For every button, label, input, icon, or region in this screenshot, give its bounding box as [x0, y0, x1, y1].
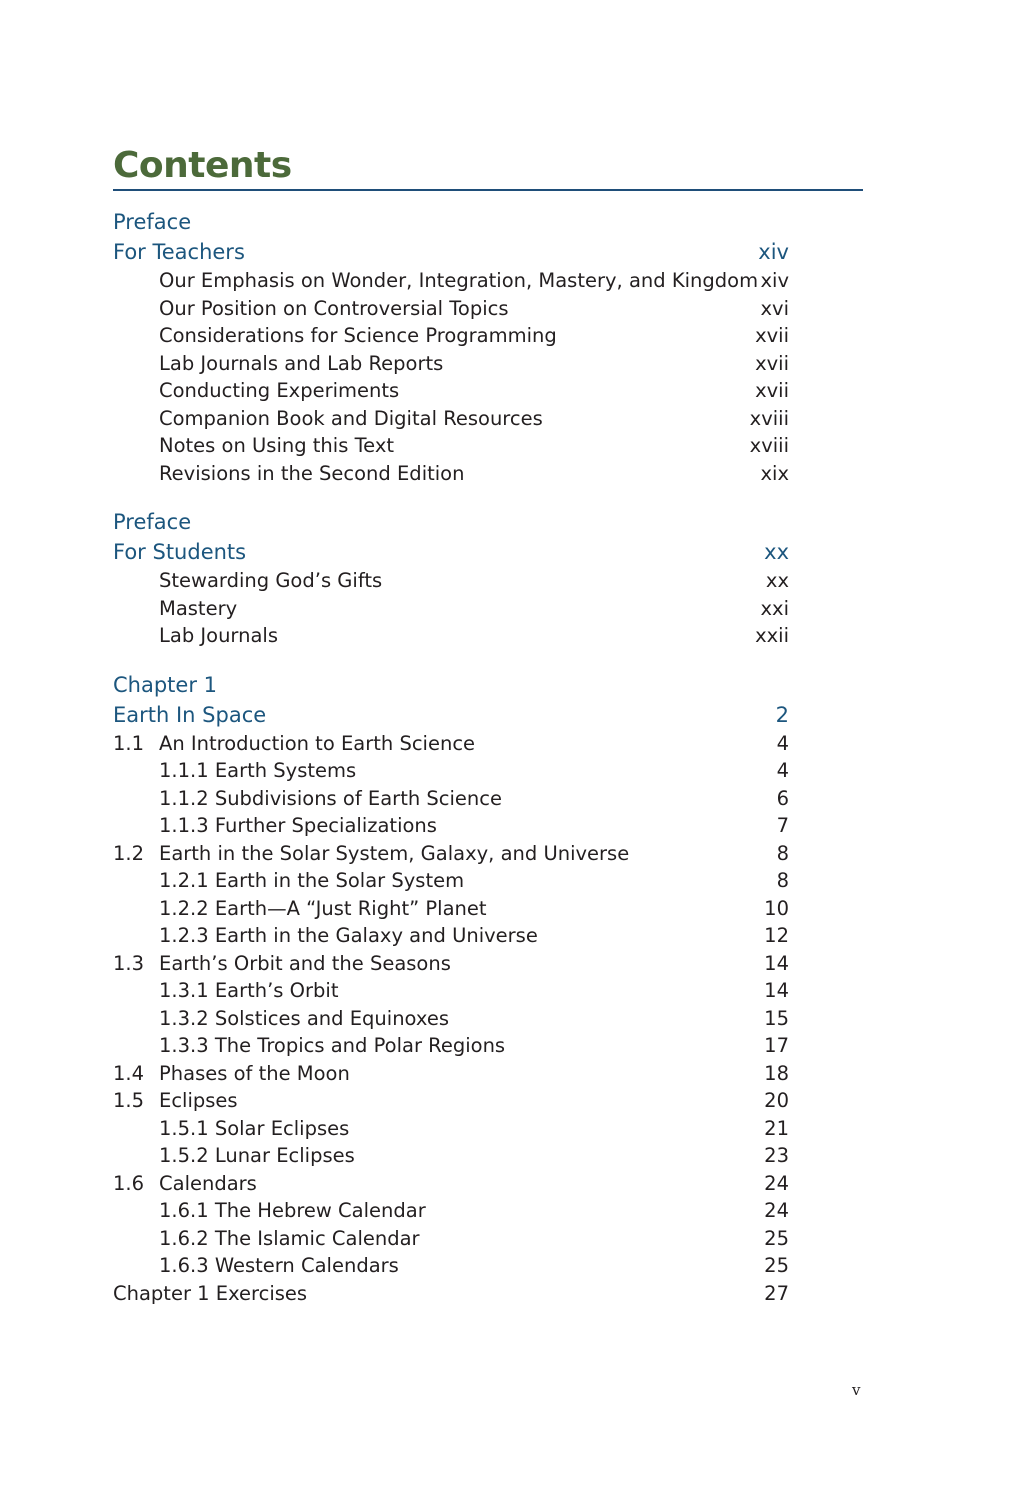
toc-entry-title: 1.1.3 Further Specializations [159, 814, 437, 837]
toc-entry-page: xvii [755, 379, 789, 402]
toc-entry-title: Earth’s Orbit and the Seasons [159, 951, 451, 975]
section-heading [113, 700, 789, 730]
toc-entry-title: Our Position on Controversial Topics [159, 296, 509, 320]
toc-entry [113, 1087, 789, 1115]
toc-entry-number: 1.5 [113, 1089, 145, 1112]
toc-entry-page: xx [765, 569, 789, 592]
toc-entry [113, 1032, 789, 1060]
toc-entry [113, 757, 789, 785]
toc-entry [113, 595, 789, 623]
section-heading-page: xx [764, 540, 789, 564]
toc-entry-title: Stewarding God’s Gifts [159, 569, 383, 592]
section-gap [113, 487, 789, 507]
toc-entry-page: 15 [764, 1006, 789, 1030]
toc-entry-title: Revisions in the Second Edition [159, 461, 465, 485]
toc-entry [113, 432, 789, 460]
section-heading-page: xiv [758, 240, 789, 264]
toc-entry-page: 25 [764, 1226, 789, 1250]
section-heading-title: For Students [113, 540, 247, 564]
toc-entry-page: 10 [764, 896, 789, 920]
toc-entry [113, 867, 789, 895]
section-gap [113, 650, 789, 670]
toc-entry-page: 12 [764, 924, 789, 947]
toc-entry-page: 24 [764, 1199, 789, 1222]
toc-entry-page: xviii [749, 434, 789, 457]
toc-entry-title: Our Emphasis on Wonder, Integration, Mastery, and Kingdom [159, 269, 759, 292]
toc-entry-title: 1.2.3 Earth in the Galaxy and Universe [159, 924, 538, 947]
toc-entry [113, 405, 789, 433]
toc-entry-page: xviii [749, 406, 789, 430]
toc-entry-title: 1.3.1 Earth’s Orbit [159, 979, 339, 1002]
toc-entry-number: 1.4 [113, 1061, 145, 1085]
toc-entry-page: 8 [776, 841, 789, 865]
toc-entry [113, 812, 789, 840]
toc-entry-page: 8 [776, 869, 789, 892]
toc-entry-title: 1.2.1 Earth in the Solar System [159, 869, 465, 892]
toc-entry [113, 922, 789, 950]
toc-entry-page: xxii [755, 624, 789, 647]
toc-entry-page: 27 [764, 1281, 789, 1305]
toc-entry-title: 1.3.3 The Tropics and Polar Regions [159, 1034, 506, 1057]
section-label: Chapter 1 [113, 672, 217, 697]
page-title: Contents [113, 145, 292, 186]
toc-entry [113, 785, 789, 813]
toc-entry-page: xix [760, 461, 789, 485]
toc-entry-page: 6 [776, 786, 789, 810]
toc-entry-page: 25 [764, 1254, 789, 1277]
toc-entry-title: Companion Book and Digital Resources [159, 406, 543, 430]
toc-entry-page: xxi [760, 596, 789, 620]
toc-entry-title: Considerations for Science Programming [159, 324, 557, 347]
toc-entry-page: xiv [760, 269, 789, 292]
toc-entry [113, 460, 789, 488]
toc-entry-page: 23 [764, 1144, 789, 1167]
toc-entry-page: 20 [764, 1089, 789, 1112]
toc-entry-title: 1.6.1 The Hebrew Calendar [159, 1199, 426, 1222]
toc-entry-page: 14 [764, 979, 789, 1002]
toc-entry-title: 1.3.2 Solstices and Equinoxes [159, 1006, 449, 1030]
toc-entry [113, 377, 789, 405]
toc-entry-title: Eclipses [159, 1089, 238, 1112]
toc-entry-title: Conducting Experiments [159, 379, 400, 402]
toc-entry-title: 1.6.2 The Islamic Calendar [159, 1226, 420, 1250]
toc-entry-title: Mastery [159, 596, 238, 620]
toc-entry-page: 14 [764, 951, 789, 975]
toc-entry-title: Phases of the Moon [159, 1061, 350, 1085]
toc-entry [113, 1005, 789, 1033]
toc-entry-page: 24 [764, 1171, 789, 1195]
toc-entry-title: 1.6.3 Western Calendars [159, 1254, 399, 1277]
toc-entry-page: 18 [764, 1061, 789, 1085]
toc-entry-page: 4 [776, 759, 789, 782]
toc-entry [113, 1280, 789, 1308]
toc-entry [113, 977, 789, 1005]
toc-entry-title: Notes on Using this Text [159, 434, 395, 457]
toc-entry-page: 7 [776, 814, 789, 837]
toc-entry [113, 1225, 789, 1253]
toc-entry-title: 1.5.1 Solar Eclipses [159, 1116, 350, 1140]
toc-entry-number: 1.2 [113, 841, 145, 865]
toc-entry [113, 1060, 789, 1088]
toc-entry-title: Lab Journals [159, 624, 278, 647]
toc-entry [113, 895, 789, 923]
toc-entry-title: Lab Journals and Lab Reports [159, 351, 444, 375]
toc-entry-number: 1.6 [113, 1171, 145, 1195]
section-label: Preface [113, 510, 192, 534]
table-of-contents [113, 207, 789, 1307]
section-label: Preface [113, 210, 192, 234]
toc-entry-page: 21 [764, 1116, 789, 1140]
toc-entry [113, 1197, 789, 1225]
toc-entry [113, 350, 789, 378]
toc-entry-title: Earth in the Solar System, Galaxy, and Universe [159, 841, 630, 865]
toc-entry-title: Chapter 1 Exercises [113, 1281, 308, 1305]
toc-entry-title: 1.5.2 Lunar Eclipses [159, 1144, 355, 1167]
section-heading-title: Earth In Space [113, 702, 267, 727]
title-rule [113, 189, 863, 191]
section-heading [113, 237, 789, 267]
page-number: v [852, 1381, 861, 1399]
toc-entry-number: 1.3 [113, 951, 145, 975]
toc-entry-number: 1.1 [113, 731, 145, 755]
toc-entry [113, 622, 789, 650]
toc-entry [113, 295, 789, 323]
toc-entry [113, 950, 789, 978]
toc-entry-title: An Introduction to Earth Science [159, 731, 476, 755]
toc-entry-title: Calendars [159, 1171, 257, 1195]
toc-entry [113, 1170, 789, 1198]
toc-entry [113, 267, 789, 295]
toc-entry [113, 1115, 789, 1143]
toc-entry-page: xvii [755, 351, 789, 375]
toc-entry-page: xvi [760, 296, 789, 320]
toc-entry [113, 567, 789, 595]
toc-entry [113, 322, 789, 350]
toc-entry-title: 1.1.1 Earth Systems [159, 759, 357, 782]
toc-entry [113, 1252, 789, 1280]
section-heading-page: 2 [775, 702, 789, 727]
toc-entry-title: 1.2.2 Earth—A “Just Right” Planet [159, 896, 487, 920]
toc-entry-title: 1.1.2 Subdivisions of Earth Science [159, 786, 502, 810]
toc-entry [113, 730, 789, 758]
toc-entry-page: 17 [764, 1034, 789, 1057]
toc-entry [113, 1142, 789, 1170]
toc-entry-page: 4 [776, 731, 789, 755]
toc-entry [113, 840, 789, 868]
section-heading-title: For Teachers [113, 240, 245, 264]
section-heading [113, 537, 789, 567]
toc-entry-page: xvii [755, 324, 789, 347]
